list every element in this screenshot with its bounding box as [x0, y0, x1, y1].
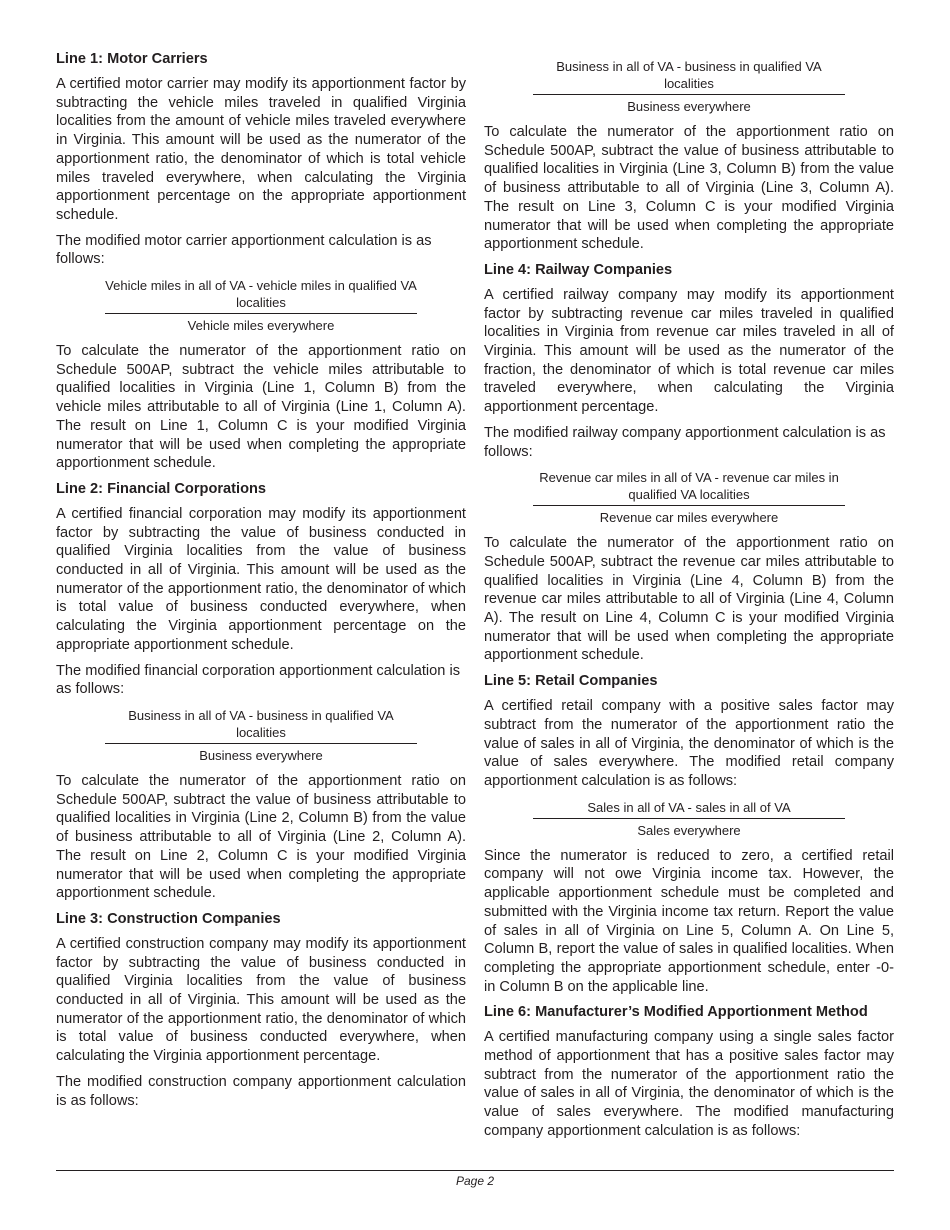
paragraph: The modified construction company apportionment calculation is as follows: [56, 1073, 466, 1109]
paragraph: A certified construction company may modify its apportionment factor by subtracting the value of business conducted in qualified Virginia localities from the value of business conducted in all of Virginia. This amount will be used as the numerator of the apportionment ratio, the denominator of which is total value of business conducted everywhere, when calculating the Virginia apportionment percentage. [56, 935, 466, 1065]
footer-rule [56, 1170, 894, 1171]
fraction-numerator: Sales in all of VA - sales in all of VA [533, 799, 845, 819]
fraction-denominator: Business everywhere [199, 747, 323, 763]
paragraph: A certified financial corporation may modify its apportionment factor by subtracting the value of business conducted in qualified Virginia localities from the value of business conducted in all of Virginia. This amount will be used as the numerator of the apportionment ratio, the denominator of which is total value of business conducted everywhere, when calculating the Virginia apportionment percentage on the appropriate apportionment schedule. [56, 505, 466, 653]
fraction-formula [533, 469, 845, 526]
right-column [484, 58, 894, 1148]
fraction-numerator: Revenue car miles in all of VA - revenue car miles in qualified VA localities [533, 469, 845, 506]
paragraph: A certified motor carrier may modify its apportionment factor by subtracting the vehicle miles traveled in qualified Virginia localities from the amount of vehicle miles traveled everywhere in Virginia. This amount will be used as the numerator of the apportionment ratio, the denominator of which is total vehicle miles traveled everywhere, when calculating the Virginia apportionment percentage on the appropriate apportionment schedule. [56, 76, 466, 223]
fraction-formula [105, 277, 417, 334]
paragraph: To calculate the numerator of the apportionment ratio on Schedule 500AP, subtract the value of business attributable to qualified localities in Virginia (Line 3, Column B) from the value of business attributable to all of Virginia (Line 3, Column A). The result on Line 3, Column C is your modified Virginia numerator that will be used when completing the appropriate apportionment schedule. [484, 124, 894, 253]
fraction-formula [533, 58, 845, 115]
paragraph: Since the numerator is reduced to zero, a certified retail company will not owe Virginia income tax. However, the applicable apportionment schedule must be completed and submitted with the Virginia income tax return. Report the value of sales in all of Virginia on Line 5, Column A. On Line 5, Column B, report the value of sales in qualified localities. When completing the appropriate apportionment schedule, enter -0- in Column B on the applicable line. [484, 847, 894, 995]
paragraph: To calculate the numerator of the apportionment ratio on Schedule 500AP, subtract the vehicle miles attributable to qualified localities in Virginia (Line 1, Column B) from the vehicle miles attributable to all of Virginia (Line 1, Column A). The result on Line 1, Column C is your modified Virginia numerator that will be used when completing the appropriate apportionment schedule. [56, 343, 466, 472]
paragraph: A certified manufacturing company using a single sales factor method of apportionment that has a positive sales factor may subtract from the numerator of the apportionment ratio the value of sales in all of Virginia, the denominator of which is the value of sales everywhere. The modified manufacturing company apportionment calculation is as follows: [484, 1029, 894, 1139]
fraction-numerator: Vehicle miles in all of VA - vehicle miles in qualified VA localities [105, 277, 417, 314]
fraction-numerator: Business in all of VA - business in qualified VA localities [105, 707, 417, 744]
section-heading-line-5: Line 5: Retail Companies [484, 673, 658, 690]
fraction-denominator: Sales everywhere [637, 822, 741, 838]
section-heading-line-3: Line 3: Construction Companies [56, 910, 281, 927]
section-heading-line-1: Line 1: Motor Carriers [56, 51, 208, 67]
section-heading-line-4: Line 4: Railway Companies [484, 261, 673, 278]
page-number: Page 2 [455, 1174, 495, 1188]
fraction-formula [105, 707, 417, 764]
section-heading-line-6: Line 6: Manufacturer’s Modified Apportionment Method [484, 1004, 868, 1021]
paragraph: To calculate the numerator of the apportionment ratio on Schedule 500AP, subtract the value of business attributable to qualified localities in Virginia (Line 2, Column B) from the value of business attributable to all of Virginia (Line 2, Column A). The result on Line 2, Column C is your modified Virginia numerator that will be used when completing the appropriate apportionment schedule. [56, 772, 466, 902]
fraction-denominator: Revenue car miles everywhere [599, 510, 779, 526]
paragraph: The modified railway company apportionment calculation is as follows: [484, 424, 886, 460]
paragraph: To calculate the numerator of the apportionment ratio on Schedule 500AP, subtract the revenue car miles attributable to qualified localities in Virginia (Line 4, Column B) from the revenue car miles attributable to all of Virginia (Line 4, Column A). The result on Line 4, Column C is your modified Virginia numerator that will be used when completing the appropriate apportionment schedule. [484, 535, 894, 664]
fraction-numerator: Business in all of VA - business in qualified VA localities [533, 58, 845, 95]
paragraph: The modified financial corporation apportionment calculation is as follows: [56, 662, 460, 698]
left-column [56, 50, 466, 1117]
fraction-denominator: Vehicle miles everywhere [187, 318, 335, 334]
paragraph: A certified retail company with a positive sales factor may subtract from the numerator of the apportionment ratio the value of sales in all of Virginia, the denominator of which is the value of sales everywhere. The modified retail company apportionment calculation is as follows: [484, 698, 894, 789]
paragraph: A certified railway company may modify its apportionment factor by subtracting revenue car miles traveled in qualified localities in Virginia from revenue car miles traveled in all of Virginia. This amount will be used as the numerator of the fraction, the denominator of which is total revenue car miles traveled everywhere, when calculating the Virginia apportionment percentage. [484, 286, 894, 416]
fraction-denominator: Business everywhere [627, 99, 751, 114]
fraction-formula [533, 799, 845, 839]
paragraph: The modified motor carrier apportionment calculation is as follows: [56, 232, 432, 268]
section-heading-line-2: Line 2: Financial Corporations [56, 480, 267, 497]
